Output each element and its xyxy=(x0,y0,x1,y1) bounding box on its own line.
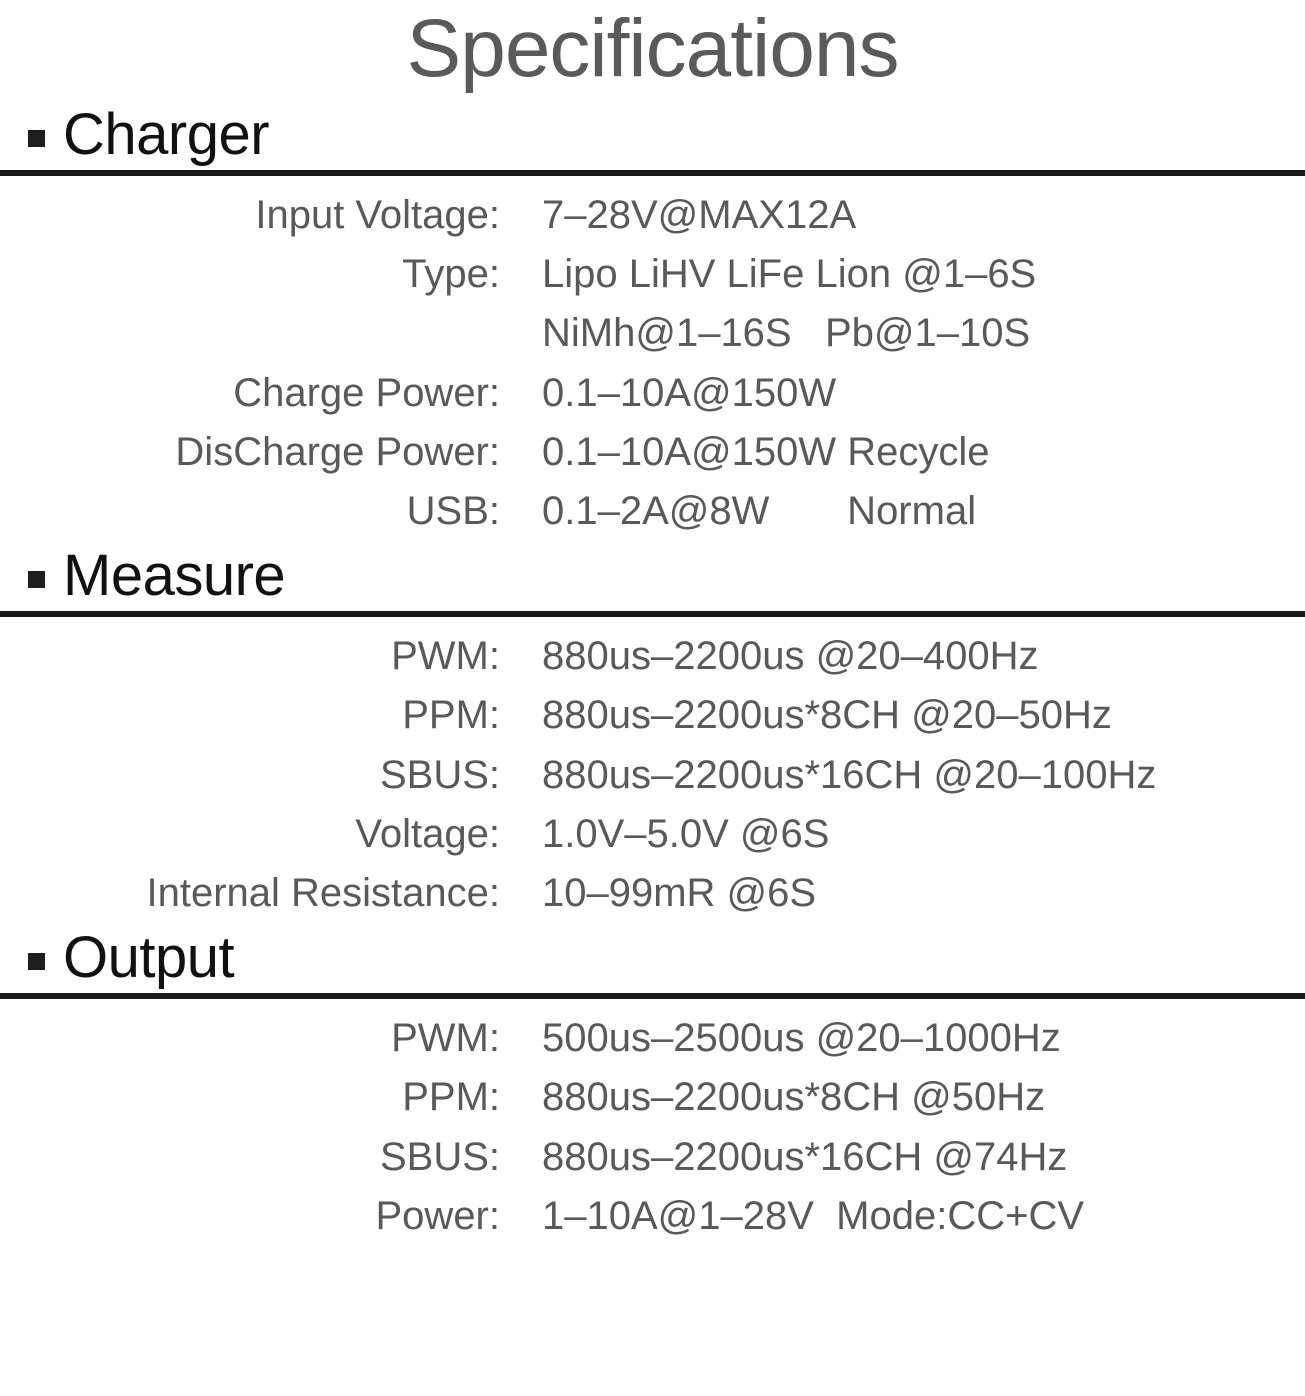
square-bullet-icon xyxy=(28,571,45,588)
table-row xyxy=(0,864,1305,923)
section-title-charger: Charger xyxy=(63,102,270,168)
spec-value: 880us–2200us*8CH @50Hz xyxy=(542,1075,1046,1120)
spec-value: 500us–2500us @20–1000Hz xyxy=(542,1016,1061,1061)
spec-label: DisCharge Power: xyxy=(175,429,500,474)
spec-value: 0.1–10A@150W xyxy=(542,370,837,415)
section-charger xyxy=(0,102,1305,541)
spec-value: 7–28V@MAX12A xyxy=(542,193,857,238)
spec-value: 880us–2200us*8CH @20–50Hz xyxy=(542,693,1112,738)
section-divider-measure xyxy=(0,611,1305,617)
spec-value: 1–10A@1–28V Mode:CC+CV xyxy=(542,1193,1085,1238)
section-header-charger xyxy=(0,102,1305,168)
spec-label: Voltage: xyxy=(355,811,500,856)
table-row xyxy=(0,805,1305,864)
square-bullet-icon xyxy=(28,953,45,970)
spec-value: 880us–2200us*16CH @20–100Hz xyxy=(542,752,1157,797)
section-measure xyxy=(0,543,1305,923)
spec-value: 1.0V–5.0V @6S xyxy=(542,811,830,856)
section-header-output xyxy=(0,925,1305,991)
table-row xyxy=(0,1187,1305,1246)
section-header-measure xyxy=(0,543,1305,609)
spec-value: 0.1–2A@8W Normal xyxy=(542,489,977,534)
spec-label: Charge Power: xyxy=(233,370,500,415)
spec-label: Input Voltage: xyxy=(255,193,500,238)
spec-label: Internal Resistance: xyxy=(146,870,500,915)
spec-value: 880us–2200us @20–400Hz xyxy=(542,634,1039,679)
table-row xyxy=(0,423,1305,482)
page-title: Specifications xyxy=(406,3,899,94)
spec-value: 0.1–10A@150W Recycle xyxy=(542,429,990,474)
table-row xyxy=(0,482,1305,541)
spec-table-measure xyxy=(0,627,1305,923)
section-divider-charger xyxy=(0,170,1305,176)
table-row xyxy=(0,627,1305,686)
spec-label: Type: xyxy=(402,252,500,297)
spec-label: Power: xyxy=(375,1193,500,1238)
table-row xyxy=(0,1128,1305,1187)
spec-value: 10–99mR @6S xyxy=(542,870,817,915)
spec-label: PPM: xyxy=(402,1075,500,1120)
spec-label xyxy=(0,304,500,363)
spec-value: NiMh@1–16S Pb@1–10S xyxy=(542,311,1031,356)
spec-table-output xyxy=(0,1009,1305,1246)
section-title-output: Output xyxy=(63,925,235,991)
spec-value: Lipo LiHV LiFe Lion @1–6S xyxy=(542,252,1037,297)
spec-label: PWM: xyxy=(391,634,500,679)
spec-label: USB: xyxy=(406,489,500,534)
section-divider-output xyxy=(0,993,1305,999)
table-row xyxy=(0,1009,1305,1068)
table-row xyxy=(0,186,1305,245)
square-bullet-icon xyxy=(28,130,45,147)
table-row xyxy=(0,245,1305,304)
spec-label: PPM: xyxy=(402,693,500,738)
table-row xyxy=(0,364,1305,423)
spec-label: PWM: xyxy=(391,1016,500,1061)
table-row xyxy=(0,304,1305,363)
table-row xyxy=(0,1068,1305,1127)
spec-label: SBUS: xyxy=(379,752,500,797)
spec-table-charger xyxy=(0,186,1305,541)
section-title-measure: Measure xyxy=(63,543,286,609)
table-row xyxy=(0,746,1305,805)
spec-label: SBUS: xyxy=(379,1134,500,1179)
section-output xyxy=(0,925,1305,1246)
table-row xyxy=(0,686,1305,745)
spec-value: 880us–2200us*16CH @74Hz xyxy=(542,1134,1068,1179)
